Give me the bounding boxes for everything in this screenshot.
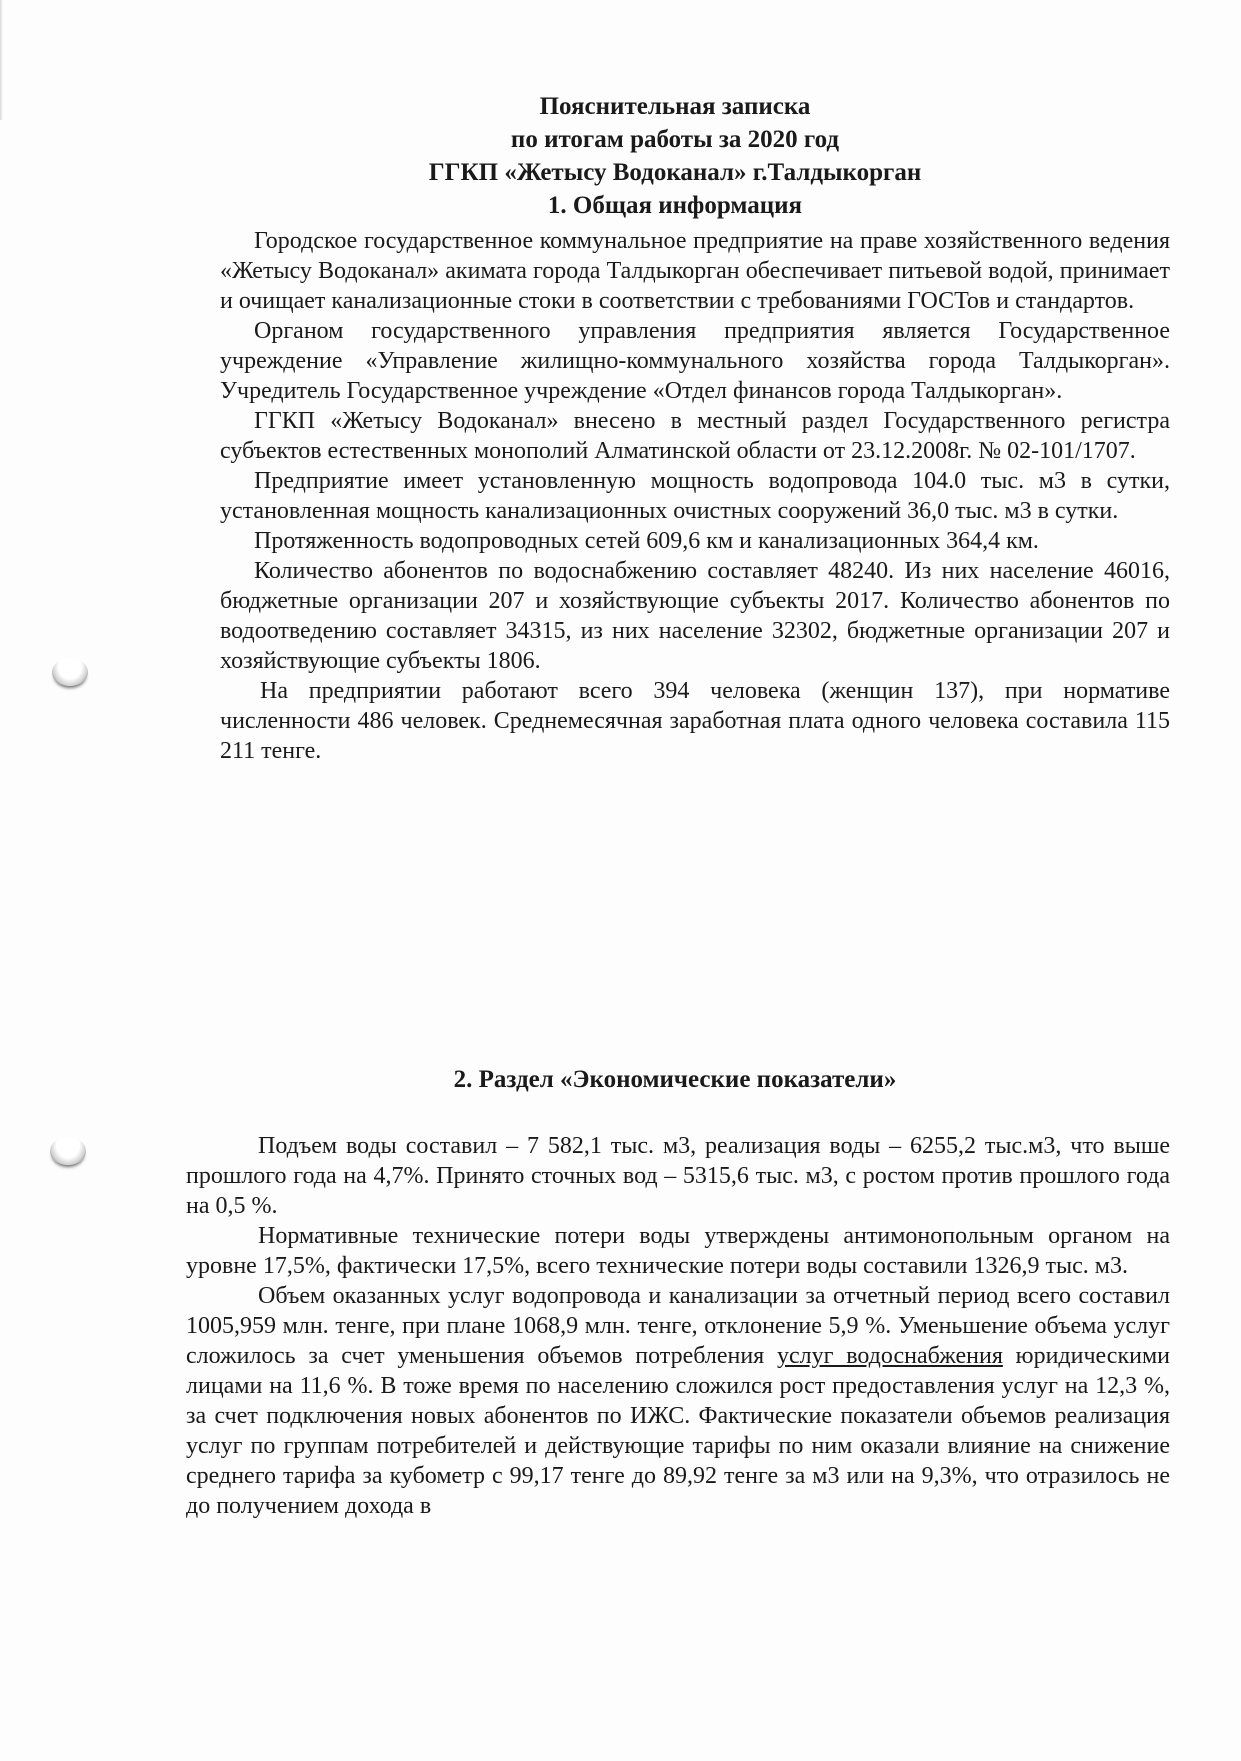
document-title-block [150, 90, 1200, 222]
paragraph-text: Объем оказанных услуг водопровода и канализации за отчетный период всего составил 1005,959 млн. тенге, при плане 1068,9 млн. тенге, отклонение 5,9 %. Уменьшение объема услуг сложилось за счет уменьшения объемов потребления [186, 1283, 1170, 1369]
paragraph: На предприятии работают всего 394 человека (женщин 137), при нормативе численности 486 человек. Среднемесячная заработная плата одного человека составила 115 211 тенге. [220, 678, 1170, 764]
paragraph: Предприятие имеет установленную мощность водопровода 104.0 тыс. м3 в сутки, установленная мощность канализационных очистных сооружений 36,0 тыс. м3 в сутки. [220, 468, 1170, 524]
punch-hole-icon [50, 1137, 86, 1165]
section-1-body [220, 226, 1170, 766]
section-2-heading: 2. Раздел «Экономические показатели» [453, 1066, 897, 1093]
paragraph: Протяженность водопроводных сетей 609,6 км и канализационных 364,4 км. [254, 528, 1039, 554]
paragraph: ГГКП «Жетысу Водоканал» внесено в местный раздел Государственного регистра субъектов естественных монополий Алматинской области от 23.12.2008г. № 02-101/1707. [220, 408, 1170, 464]
section-2-body [186, 1131, 1170, 1521]
paragraph: Количество абонентов по водоснабжению составляет 48240. Из них население 46016, бюджетные организации 207 и хозяйствующие субъекты 2017. Количество абонентов по водоотведению составляет 34315, из них население 32302, бюджетные организации 207 и хозяйствующие субъекты 1806. [220, 558, 1170, 674]
document-title: Пояснительная записка [539, 93, 811, 120]
paragraph: Подъем воды составил – 7 582,1 тыс. м3, реализация воды – 6255,2 тыс.м3, что выше прошлого года на 4,7%. Принято сточных вод – 5315,6 тыс. м3, с ростом против прошлого года на 0,5 %. [186, 1133, 1170, 1219]
document-subtitle-period: по итогам работы за 2020 год [510, 126, 840, 153]
scan-edge-shadow [0, 0, 3, 120]
paragraph: Городское государственное коммунальное предприятие на праве хозяйственного ведения «Жетысу Водоканал» акимата города Талдыкорган обеспечивает питьевой водой, принимает и очищает канализационные стоки в соответствии с требованиями ГОСТов и стандартов. [220, 228, 1170, 314]
paragraph [186, 1281, 1170, 1521]
paragraph: Нормативные технические потери воды утверждены антимонопольным органом на уровне 17,5%, фактически 17,5%, всего технические потери воды составили 1326,9 тыс. м3. [186, 1223, 1170, 1279]
paragraph-text: юридическими лицами на 11,6 %. В тоже время по населению сложился рост предоставления услуг на 12,3 %, за счет подключения новых абонентов по ИЖС. Фактические показатели объемов реализация услуг по группам потребителей и действующие тарифы по ним оказали влияние на снижение среднего тарифа за кубометр с 99,17 тенге до 89,92 тенге за м3 или на 9,3%, что отразилось не до получением дохода в [186, 1343, 1170, 1519]
paragraph: Органом государственного управления предприятия является Государственное учреждение «Управление жилищно-коммунального хозяйства города Талдыкорган». Учредитель Государственное учреждение «Отдел финансов города Талдыкорган». [220, 318, 1170, 404]
document-subtitle-organization: ГГКП «Жетысу Водоканал» г.Талдыкорган [428, 159, 922, 186]
section-1-heading: 1. Общая информация [547, 192, 803, 219]
punch-hole-icon [52, 658, 88, 686]
underlined-phrase: услуг водоснабжения [776, 1343, 1003, 1369]
